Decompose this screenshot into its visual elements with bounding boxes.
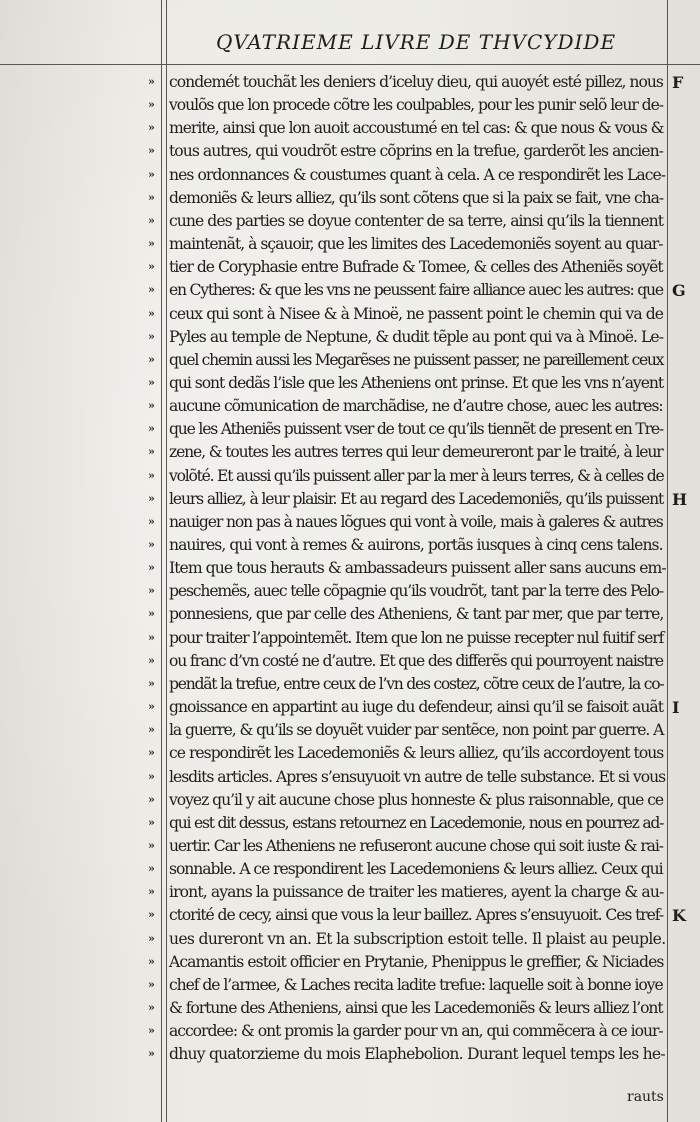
quotation-mark: » xyxy=(148,676,154,690)
line-text: dhuy quatorzieme du mois Elaphebolion. Durant lequel temps les he- xyxy=(169,1045,665,1064)
line-text: iront, ayans la puissance de traiter les matieres, ayent la charge & au- xyxy=(169,883,664,902)
marginal-letter: H xyxy=(672,489,688,509)
text-line xyxy=(0,372,700,395)
quotation-mark: » xyxy=(148,352,154,366)
header-rule xyxy=(0,64,700,65)
line-text: que les Atheniẽs puissent vser de tout ce qu’ils tiennẽt de present en Tre- xyxy=(169,420,663,439)
text-line xyxy=(0,951,700,974)
marginal-letter: G xyxy=(672,281,686,301)
catchword: rauts xyxy=(627,1089,664,1105)
line-text: nes ordonnances & coustumes quant à cela. A ce respondirẽt les Lace- xyxy=(169,165,666,184)
text-line xyxy=(0,94,700,117)
quotation-mark: » xyxy=(148,213,154,227)
quotation-mark: » xyxy=(148,584,154,598)
text-line xyxy=(0,650,700,673)
line-text: volõté. Et aussi qu’ils puissent aller par la mer à leurs terres, & à celles de xyxy=(169,466,664,485)
line-text: peschemẽs, auec telle cõpagnie qu’ils voudrõt, tant par la terre des Pelo- xyxy=(169,582,664,601)
line-text: ceux qui sont à Nisee & à Minoë, ne passent point le chemin qui va de xyxy=(169,304,664,323)
quotation-mark: » xyxy=(148,977,154,991)
quotation-mark: » xyxy=(148,1047,154,1061)
quotation-mark: » xyxy=(148,769,154,783)
line-text: Pyles au temple de Neptune, & dudit tẽple au pont qui va à Minoë. Le- xyxy=(169,327,664,346)
line-text: zene, & toutes les autres terres qui leur demeureront par le traité, à leur xyxy=(169,443,663,462)
line-text: ce respondirẽt les Lacedemoniẽs & leurs alliez, qu’ils accordoyent tous xyxy=(169,744,664,763)
quotation-mark: » xyxy=(148,607,154,621)
line-text: la guerre, & qu’ils se doyuẽt vuider par sentẽce, non point par guerre. A xyxy=(169,721,664,740)
quotation-mark: » xyxy=(148,746,154,760)
line-text: uertir. Car les Atheniens ne refuseront aucune chose qui soit iuste & rai- xyxy=(169,836,663,855)
text-line xyxy=(0,627,700,650)
quotation-mark: » xyxy=(148,514,154,528)
quotation-mark: » xyxy=(148,723,154,737)
text-line xyxy=(0,766,700,789)
text-line xyxy=(0,835,700,858)
line-text: quel chemin aussi les Megarẽses ne puissent passer, ne pareillement ceux xyxy=(169,350,664,369)
line-text: maintenãt, à sçauoir, que les limites des Lacedemoniẽs soyent au quar- xyxy=(169,235,663,254)
text-line xyxy=(0,580,700,603)
text-line xyxy=(0,881,700,904)
text-line xyxy=(0,303,700,326)
line-text: leurs alliez, à leur plaisir. Et au regard des Lacedemoniẽs, qu’ils puissent xyxy=(169,489,664,508)
quotation-mark: » xyxy=(148,75,154,88)
text-line xyxy=(0,256,700,279)
quotation-mark: » xyxy=(148,561,154,575)
text-line xyxy=(0,742,700,765)
quotation-mark: » xyxy=(148,237,154,251)
quotation-mark: » xyxy=(148,838,154,852)
line-text: ues dureront vn an. Et la subscription estoit telle. Il plaist au peuple. xyxy=(169,929,666,948)
quotation-mark: » xyxy=(148,468,154,482)
quotation-mark: » xyxy=(148,885,154,899)
line-text: chef de l’armee, & Laches recita ladite trefue: laquelle soit à bonne ioye xyxy=(169,975,663,994)
text-line xyxy=(0,349,700,372)
text-line xyxy=(0,673,700,696)
quotation-mark: » xyxy=(148,144,154,158)
line-text: demoniẽs & leurs alliez, qu’ils sont cõtens que si la paix se fait, vne cha- xyxy=(169,188,664,207)
text-line xyxy=(0,904,700,927)
line-text: Item que tous herauts & ambassadeurs puissent aller sans aucuns em- xyxy=(169,559,666,578)
line-text: & fortune des Atheniens, ainsi que les Lacedemoniẽs & leurs alliez l’ont xyxy=(169,999,663,1017)
text-line xyxy=(0,534,700,557)
line-text: sonnable. A ce respondirent les Lacedemoniens & leurs alliez. Ceux qui xyxy=(169,860,663,879)
quotation-mark: » xyxy=(148,329,154,343)
text-line xyxy=(0,233,700,256)
line-text: voulõs que lon procede cõtre les coulpables, pour les punir selõ leur de- xyxy=(169,96,664,115)
quotation-mark: » xyxy=(148,538,154,551)
text-line xyxy=(0,488,700,511)
line-text: tous autres, qui voudrõt estre cõprins en la trefue, garderõt les ancien- xyxy=(169,142,663,161)
text-line xyxy=(0,117,700,140)
line-text: ou franc d’vn costé ne d’autre. Et que des differẽs qui pourroyent naistre xyxy=(169,651,663,670)
line-text: merite, ainsi que lon auoit accoustumé en tel cas: & que nous & vous & xyxy=(169,119,664,138)
line-text: pendãt la trefue, entre ceux de l’vn des costez, cõtre ceux de l’autre, la co- xyxy=(169,674,664,693)
line-text: gnoissance en appartint au iuge du defendeur, ainsi qu’il se faisoit auãt xyxy=(169,698,663,717)
line-text: nauires, qui vont à remes & auirons, portãs iusques à cinq cens talens. xyxy=(169,536,663,554)
line-text: qui sont dedãs l’isle que les Atheniens ont prinse. Et que les vns n’ayent xyxy=(169,373,664,392)
quotation-mark: » xyxy=(148,862,154,876)
quotation-mark: » xyxy=(148,931,154,945)
text-line xyxy=(0,326,700,349)
quotation-mark: » xyxy=(148,1001,154,1014)
text-line xyxy=(0,395,700,418)
line-text: nauiger non pas à naues lõgues qui vont à voile, mais à galeres & autres xyxy=(169,512,663,531)
text-line xyxy=(0,511,700,534)
quotation-mark: » xyxy=(148,121,154,135)
quotation-mark: » xyxy=(148,445,154,459)
line-text: qui est dit dessus, estans retournez en Lacedemonie, nous en pourrez ad- xyxy=(169,813,664,832)
line-text: accordee: & ont promis la garder pour vn an, qui commẽcera à ce iour- xyxy=(169,1022,663,1041)
text-line xyxy=(0,557,700,580)
text-line xyxy=(0,789,700,812)
line-text: lesdits articles. Apres s’ensuyuoit vn autre de telle substance. Et si vous xyxy=(169,767,666,786)
line-text: tier de Coryphasie entre Bufrade & Tomee, & celles des Atheniẽs soyẽt xyxy=(169,258,663,277)
text-line xyxy=(0,465,700,488)
text-line xyxy=(0,164,700,187)
quotation-mark: » xyxy=(148,399,154,413)
quotation-mark: » xyxy=(148,491,154,505)
quotation-mark: » xyxy=(148,954,154,968)
text-line xyxy=(0,603,700,626)
text-line xyxy=(0,187,700,210)
quotation-mark: » xyxy=(148,908,154,922)
line-text: aucune cõmunication de marchãdise, ne d’autre chose, auec les autres: xyxy=(169,397,663,416)
text-line xyxy=(0,71,700,94)
quotation-mark: » xyxy=(148,306,154,320)
text-line xyxy=(0,812,700,835)
quotation-mark: » xyxy=(148,98,154,112)
text-line xyxy=(0,279,700,302)
quotation-mark: » xyxy=(148,630,154,644)
line-text: en Cytheres: & que les vns ne peussent faire alliance auec les autres: que xyxy=(169,281,663,300)
line-text: ctorité de cecy, ainsi que vous la leur baillez. Apres s’ensuyuoit. Ces tref- xyxy=(169,906,664,925)
text-line xyxy=(0,719,700,742)
text-line xyxy=(0,974,700,997)
marginal-letter: K xyxy=(672,906,686,926)
text-line xyxy=(0,1020,700,1043)
line-text: Acamantis estoit officier en Prytanie, Phenippus le greffier, & Niciades xyxy=(169,952,664,971)
text-line xyxy=(0,696,700,719)
quotation-mark: » xyxy=(148,653,154,667)
text-line xyxy=(0,1043,700,1066)
text-line xyxy=(0,418,700,441)
line-text: cune des parties se doyue contenter de sa terre, ainsi qu’ils la tiennent xyxy=(169,211,664,230)
quotation-mark: » xyxy=(148,815,154,829)
quotation-mark: » xyxy=(148,190,154,204)
line-text: pour traiter l’appointemẽt. Item que lon ne puisse recepter nul fuitif serf xyxy=(169,628,664,647)
running-header: QVATRIEME LIVRE DE THVCYDIDE xyxy=(215,30,617,54)
line-text: condemét touchãt les deniers d’iceluy dieu, qui auoyét esté pillez, nous xyxy=(169,73,663,91)
text-line xyxy=(0,140,700,163)
quotation-mark: » xyxy=(148,700,154,714)
marginal-letter: F xyxy=(672,73,684,92)
marginal-letter: I xyxy=(672,698,680,718)
quotation-mark: » xyxy=(148,422,154,436)
text-line xyxy=(0,210,700,233)
text-line xyxy=(0,928,700,951)
line-text: ponnesiens, que par celle des Atheniens, & tant par mer, que par terre, xyxy=(169,605,664,624)
quotation-mark: » xyxy=(148,375,154,389)
text-line xyxy=(0,997,700,1020)
quotation-mark: » xyxy=(148,260,154,274)
text-line xyxy=(0,441,700,464)
quotation-mark: » xyxy=(148,792,154,806)
quotation-mark: » xyxy=(148,167,154,181)
quotation-mark: » xyxy=(148,283,154,297)
quotation-mark: » xyxy=(148,1024,154,1038)
line-text: voyez qu’il y ait aucune chose plus honneste & plus raisonnable, que ce xyxy=(169,790,664,809)
text-line xyxy=(0,858,700,881)
